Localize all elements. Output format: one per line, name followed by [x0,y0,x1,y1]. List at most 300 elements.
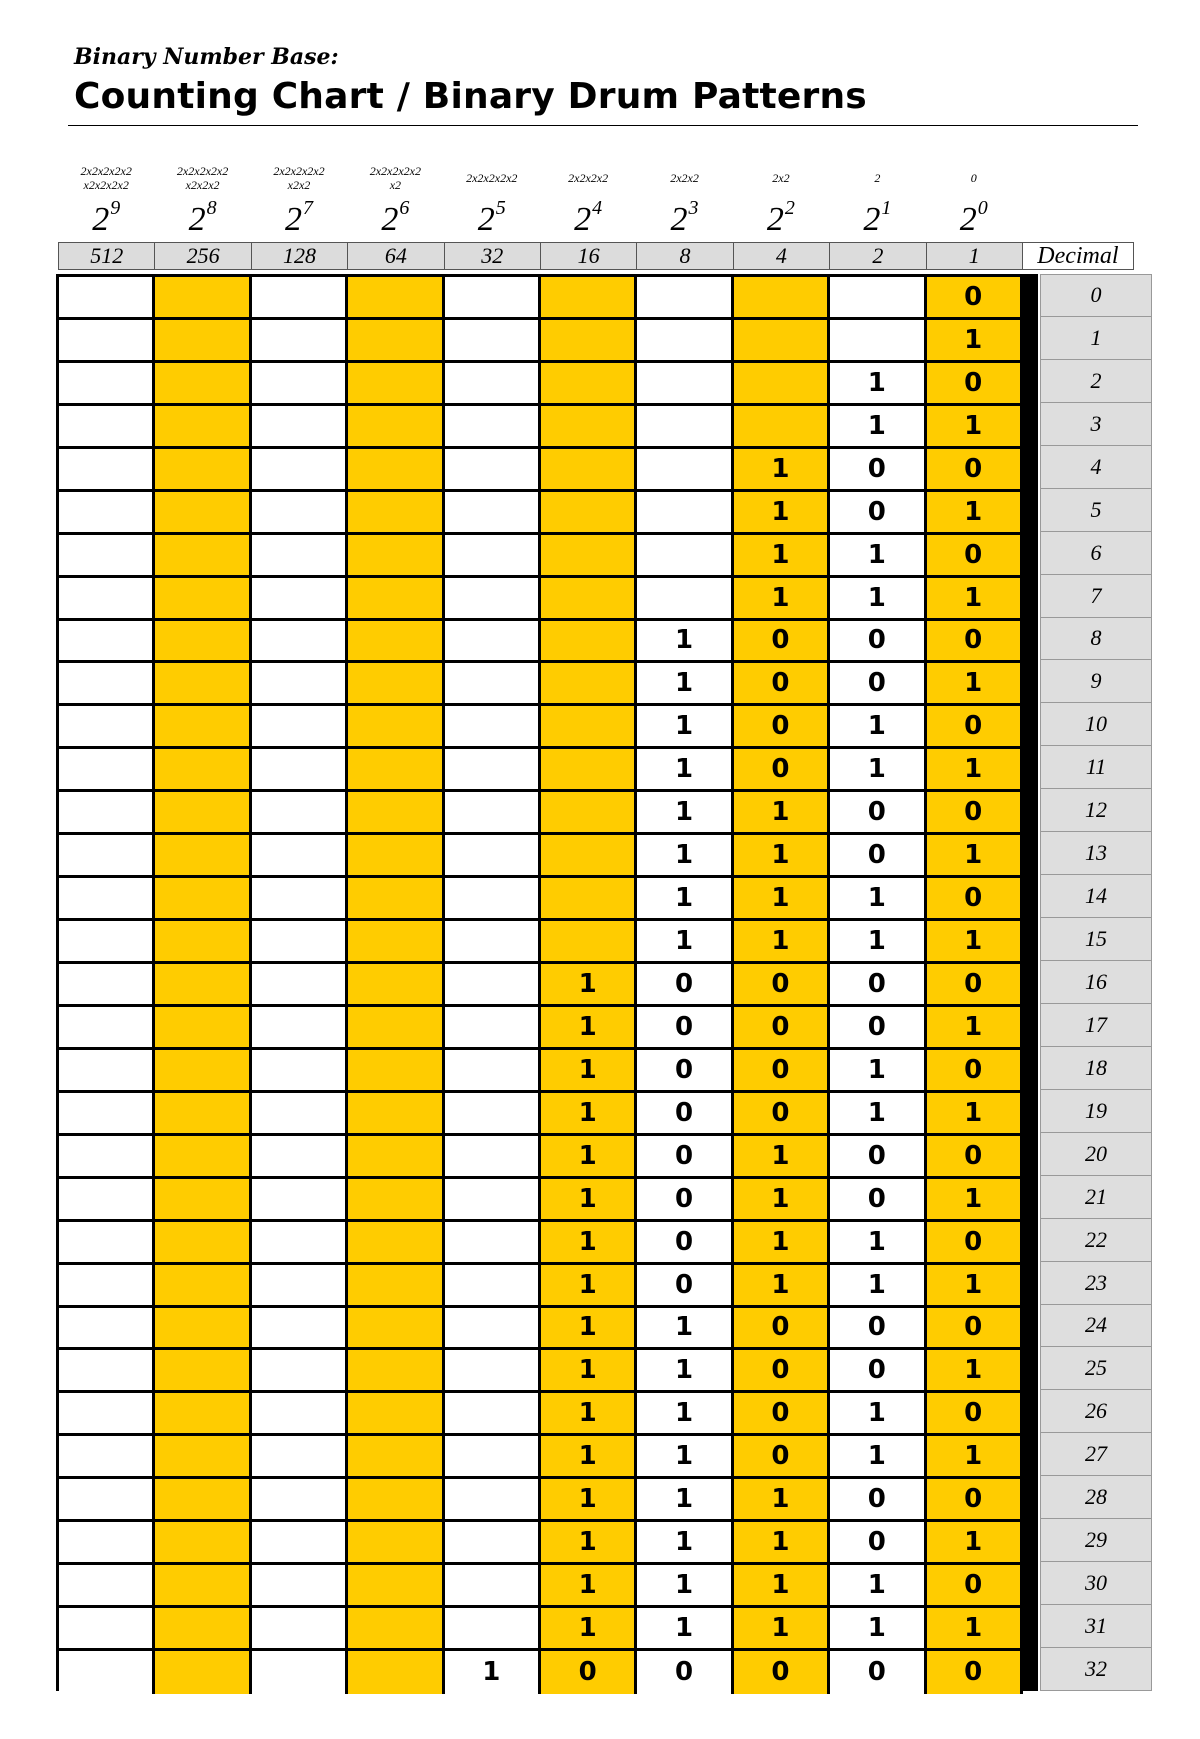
bit-cell [541,792,637,835]
bit-cell [445,1522,541,1565]
title-rule [68,125,1138,126]
bit-cell [155,1179,251,1222]
power-of-two [829,198,925,242]
bit-cell [252,1651,348,1694]
bit-cell: 1 [734,535,830,578]
power-expression-text: 2x2x2x2x2 x2 [369,164,422,192]
bit-cell: 1 [830,1565,926,1608]
power-expression [58,160,154,196]
table-row [59,492,1035,535]
bit-cell: 1 [927,1608,1023,1651]
power-expression-row [58,160,1022,196]
bit-cell [348,492,444,535]
bit-cell [348,363,444,406]
power-expression [154,160,250,196]
power-expression-text: 2x2x2x2x2 x2x2x2 [176,164,229,192]
bit-cell: 0 [637,1222,733,1265]
bit-cell [252,835,348,878]
bit-cell [59,1608,155,1651]
bit-cell: 1 [541,1179,637,1222]
bit-cell [348,406,444,449]
bit-cell [445,406,541,449]
bit-cell [155,1007,251,1050]
bit-cell: 0 [927,535,1023,578]
bit-cell: 1 [830,1608,926,1651]
bit-cell: 0 [734,1393,830,1436]
power-expression-text: 2x2x2x2 [568,171,609,185]
bit-cell: 1 [541,1393,637,1436]
bit-cell: 0 [927,964,1023,1007]
power-expression-text: 2x2 [772,171,790,185]
bit-cell [155,878,251,921]
power-base: 2 [477,201,495,238]
bit-cell: 0 [830,1136,926,1179]
bit-cell: 0 [830,1007,926,1050]
bit-cell [252,749,348,792]
bit-cell [348,1222,444,1265]
bit-cell [445,706,541,749]
bit-cell: 1 [541,1608,637,1651]
bit-cell [252,878,348,921]
bit-cell [155,621,251,664]
power-expression [540,160,636,196]
bit-cell: 0 [830,621,926,664]
bit-cell: 1 [734,835,830,878]
power-base: 2 [381,201,399,238]
bit-cell: 0 [734,1093,830,1136]
bit-cell [541,706,637,749]
bit-cell: 1 [541,1308,637,1351]
bit-cell: 1 [830,921,926,964]
bit-cell [59,792,155,835]
bit-cell [155,1608,251,1651]
bit-cell [541,878,637,921]
bit-cell: 1 [541,1093,637,1136]
bit-cell: 1 [830,363,926,406]
bit-cell [541,663,637,706]
bit-cell [155,1050,251,1093]
bit-cell: 0 [734,1350,830,1393]
decimal-cell: 15 [1040,918,1152,961]
bit-cell: 0 [830,964,926,1007]
bit-cell [348,1179,444,1222]
bit-cell: 1 [541,1565,637,1608]
decimal-cell: 7 [1040,575,1152,618]
bit-cell: 0 [734,706,830,749]
bit-cell: 1 [637,1565,733,1608]
decimal-cell: 0 [1040,274,1152,317]
bit-cell: 0 [927,792,1023,835]
bit-cell [155,1479,251,1522]
bit-cell [59,1007,155,1050]
bit-cell [155,1222,251,1265]
place-value: 512 [58,242,154,270]
bit-cell [445,964,541,1007]
bit-cell [637,578,733,621]
bit-cell [445,792,541,835]
bit-cell [155,492,251,535]
bit-cell [59,1350,155,1393]
table-row [59,578,1035,621]
bit-cell: 0 [830,1350,926,1393]
bit-cell: 1 [637,1522,733,1565]
bit-cell [445,1050,541,1093]
decimal-cell: 2 [1040,360,1152,403]
bit-cell [155,1308,251,1351]
bit-cell: 1 [734,1479,830,1522]
bit-cell: 1 [927,663,1023,706]
bit-cell [445,1436,541,1479]
bit-cell [59,578,155,621]
bit-cell [445,578,541,621]
bit-cell [830,277,926,320]
bit-cell [734,363,830,406]
bit-cell [348,449,444,492]
bit-cell [348,663,444,706]
bit-cell: 0 [927,1651,1023,1694]
decimal-cell: 28 [1040,1476,1152,1519]
bit-cell: 0 [830,1522,926,1565]
decimal-header: Decimal [1022,242,1134,270]
decimal-cell: 1 [1040,317,1152,360]
bit-cell: 1 [541,1265,637,1308]
bit-cell: 0 [734,621,830,664]
bit-cell: 0 [734,1007,830,1050]
decimal-cell: 17 [1040,1004,1152,1047]
bit-cell [59,1265,155,1308]
bit-cell: 0 [637,1651,733,1694]
table-row [59,320,1035,363]
bit-cell [348,320,444,363]
bit-cell: 1 [927,1436,1023,1479]
bit-cell [252,1136,348,1179]
bit-cell [155,1350,251,1393]
bit-cell [252,1479,348,1522]
bit-cell: 0 [927,363,1023,406]
power-exponent: 3 [688,196,699,219]
power-base: 2 [92,201,110,238]
bit-cell [445,921,541,964]
bit-cell [445,1565,541,1608]
bit-cell: 1 [927,406,1023,449]
bit-cell [252,921,348,964]
place-value: 8 [636,242,732,270]
place-value: 64 [347,242,443,270]
bit-cell [348,835,444,878]
power-expression-text: 0 [970,171,977,185]
table-row [59,1136,1035,1179]
bit-cell [59,921,155,964]
bit-cell: 1 [830,1436,926,1479]
decimal-cell: 13 [1040,832,1152,875]
bit-cell: 1 [541,1522,637,1565]
bit-cell [541,621,637,664]
bit-cell [59,406,155,449]
power-exponent: 6 [399,196,410,219]
bit-cell [59,320,155,363]
bit-cell [541,749,637,792]
bit-cell [252,535,348,578]
bit-cell [348,1522,444,1565]
bit-cell: 1 [734,1608,830,1651]
bit-cell [541,835,637,878]
bit-cell: 1 [830,1050,926,1093]
bit-cell: 0 [830,1308,926,1351]
bit-cell [252,1265,348,1308]
power-exponent: 4 [592,196,603,219]
decimal-cell: 6 [1040,532,1152,575]
bit-cell: 1 [637,1308,733,1351]
decimal-cell: 8 [1040,618,1152,661]
power-expression-text: 2x2x2x2x2 x2x2 [273,164,325,192]
bit-cell [445,449,541,492]
bit-cell: 0 [927,1308,1023,1351]
bit-cell [59,1565,155,1608]
bit-cell: 1 [734,1222,830,1265]
decimal-cell: 4 [1040,446,1152,489]
bit-cell: 1 [927,1265,1023,1308]
place-value-row [58,242,1134,270]
bit-cell: 1 [830,706,926,749]
bit-cell [637,492,733,535]
bit-cell [348,749,444,792]
place-value: 16 [540,242,636,270]
table-row [59,835,1035,878]
power-base: 2 [766,201,784,238]
power-of-two [926,198,1022,242]
bit-cell [59,1308,155,1351]
bit-cell: 0 [734,1651,830,1694]
bit-cell: 0 [830,792,926,835]
bit-cell [445,1308,541,1351]
bit-cell [637,320,733,363]
bit-cell [348,277,444,320]
decimal-cell: 32 [1040,1648,1152,1691]
bit-cell: 1 [637,792,733,835]
bit-cell [155,921,251,964]
bit-cell: 0 [830,1479,926,1522]
table-row [59,1479,1035,1522]
bit-cell: 1 [541,1222,637,1265]
power-base: 2 [863,201,881,238]
table-row [59,878,1035,921]
bit-cell [59,277,155,320]
bit-cell [252,1093,348,1136]
decimal-cell: 3 [1040,403,1152,446]
power-exponent: 5 [495,196,506,219]
bit-cell [541,406,637,449]
bit-cell [541,578,637,621]
bit-cell [348,1136,444,1179]
decimal-cell: 16 [1040,961,1152,1004]
bit-cell: 0 [637,1093,733,1136]
bit-cell [348,535,444,578]
power-of-two [58,198,154,242]
bit-cell [252,1436,348,1479]
bit-cell: 1 [541,1479,637,1522]
table-row [59,1522,1035,1565]
bit-cell [445,277,541,320]
bit-cell [445,1479,541,1522]
bit-cell: 0 [637,1179,733,1222]
bit-cell [734,406,830,449]
bit-cell [445,492,541,535]
decimal-cell: 12 [1040,789,1152,832]
bit-cell [155,1265,251,1308]
bit-cell [348,878,444,921]
bit-cell [348,1050,444,1093]
bit-cell [252,1350,348,1393]
decimal-cell: 21 [1040,1176,1152,1219]
bit-cell: 0 [927,1479,1023,1522]
bit-cell [252,449,348,492]
bit-cell: 0 [927,1136,1023,1179]
power-expression [829,160,925,196]
power-expression-text: 2x2x2 [670,171,699,185]
table-row [59,706,1035,749]
bit-cell [59,492,155,535]
bit-cell: 1 [927,1007,1023,1050]
bit-cell [252,1522,348,1565]
place-value: 2 [829,242,925,270]
table-row [59,1093,1035,1136]
bit-cell: 1 [830,535,926,578]
bit-cell [155,706,251,749]
table-row [59,964,1035,1007]
power-expression-text: 2 [874,171,881,185]
bit-cell [59,1222,155,1265]
table-row [59,921,1035,964]
place-value: 4 [733,242,829,270]
page-subtitle: Binary Number Base: [74,44,339,70]
bit-cell [541,449,637,492]
table-row [59,1608,1035,1651]
bit-cell [155,1136,251,1179]
binary-grid [56,274,1038,1691]
bit-cell [830,320,926,363]
bit-cell: 1 [734,449,830,492]
bit-cell [252,492,348,535]
table-row [59,1393,1035,1436]
bit-cell: 0 [927,1222,1023,1265]
power-of-two [733,198,829,242]
power-base: 2 [188,201,206,238]
decimal-cell: 10 [1040,703,1152,746]
bit-cell [252,663,348,706]
bit-cell [252,1308,348,1351]
power-expression-text: 2x2x2x2x2 [466,171,518,185]
bit-cell [155,1565,251,1608]
bit-cell: 0 [927,706,1023,749]
bit-cell [541,535,637,578]
table-row [59,1179,1035,1222]
bit-cell: 0 [830,449,926,492]
bit-cell [348,964,444,1007]
decimal-cell: 20 [1040,1133,1152,1176]
bit-cell: 1 [637,878,733,921]
bit-cell: 0 [637,964,733,1007]
bit-cell [445,535,541,578]
bit-cell: 0 [734,964,830,1007]
bit-cell: 1 [927,1522,1023,1565]
bit-cell [155,1651,251,1694]
bit-cell: 0 [927,1565,1023,1608]
bit-cell [59,449,155,492]
power-base: 2 [959,201,977,238]
bit-cell [155,406,251,449]
table-row [59,406,1035,449]
decimal-cell: 22 [1040,1219,1152,1262]
bit-cell [637,535,733,578]
bit-cell: 1 [830,749,926,792]
bit-cell [348,921,444,964]
bit-cell: 0 [927,878,1023,921]
bit-cell [445,1265,541,1308]
table-row [59,1651,1035,1694]
bit-cell: 1 [637,1436,733,1479]
table-row [59,1565,1035,1608]
bit-cell: 1 [927,1350,1023,1393]
bit-cell: 1 [927,320,1023,363]
table-row [59,535,1035,578]
bit-cell [252,792,348,835]
bit-cell: 1 [637,749,733,792]
power-exponent: 9 [110,196,121,219]
bit-cell [59,663,155,706]
bit-cell: 1 [830,1265,926,1308]
bit-cell: 1 [734,1136,830,1179]
power-base: 2 [670,201,688,238]
bit-cell [445,1608,541,1651]
bit-cell [348,1093,444,1136]
bit-cell [734,277,830,320]
bit-cell [155,1436,251,1479]
bit-cell: 1 [734,1179,830,1222]
bit-cell: 0 [830,1179,926,1222]
table-row [59,1222,1035,1265]
bit-cell [348,792,444,835]
power-base: 2 [284,201,302,238]
bit-cell [252,578,348,621]
bit-cell [445,1393,541,1436]
bit-cell [155,749,251,792]
bit-cell: 1 [541,1050,637,1093]
bit-cell [59,1522,155,1565]
power-expression [444,160,540,196]
bit-cell [155,835,251,878]
bit-cell: 1 [734,492,830,535]
bit-cell [637,363,733,406]
table-row [59,363,1035,406]
bit-cell [445,663,541,706]
table-row [59,1308,1035,1351]
power-exponent: 1 [881,196,892,219]
bit-cell [59,1136,155,1179]
table-row [59,449,1035,492]
table-row [59,1350,1035,1393]
bit-cell: 1 [541,1007,637,1050]
bit-cell: 1 [541,964,637,1007]
power-of-two [636,198,732,242]
bit-cell [155,363,251,406]
bit-cell [252,1179,348,1222]
bit-cell [445,363,541,406]
bit-cell [637,277,733,320]
power-expression [926,160,1022,196]
power-expression [733,160,829,196]
bit-cell [445,1093,541,1136]
bit-cell [59,706,155,749]
